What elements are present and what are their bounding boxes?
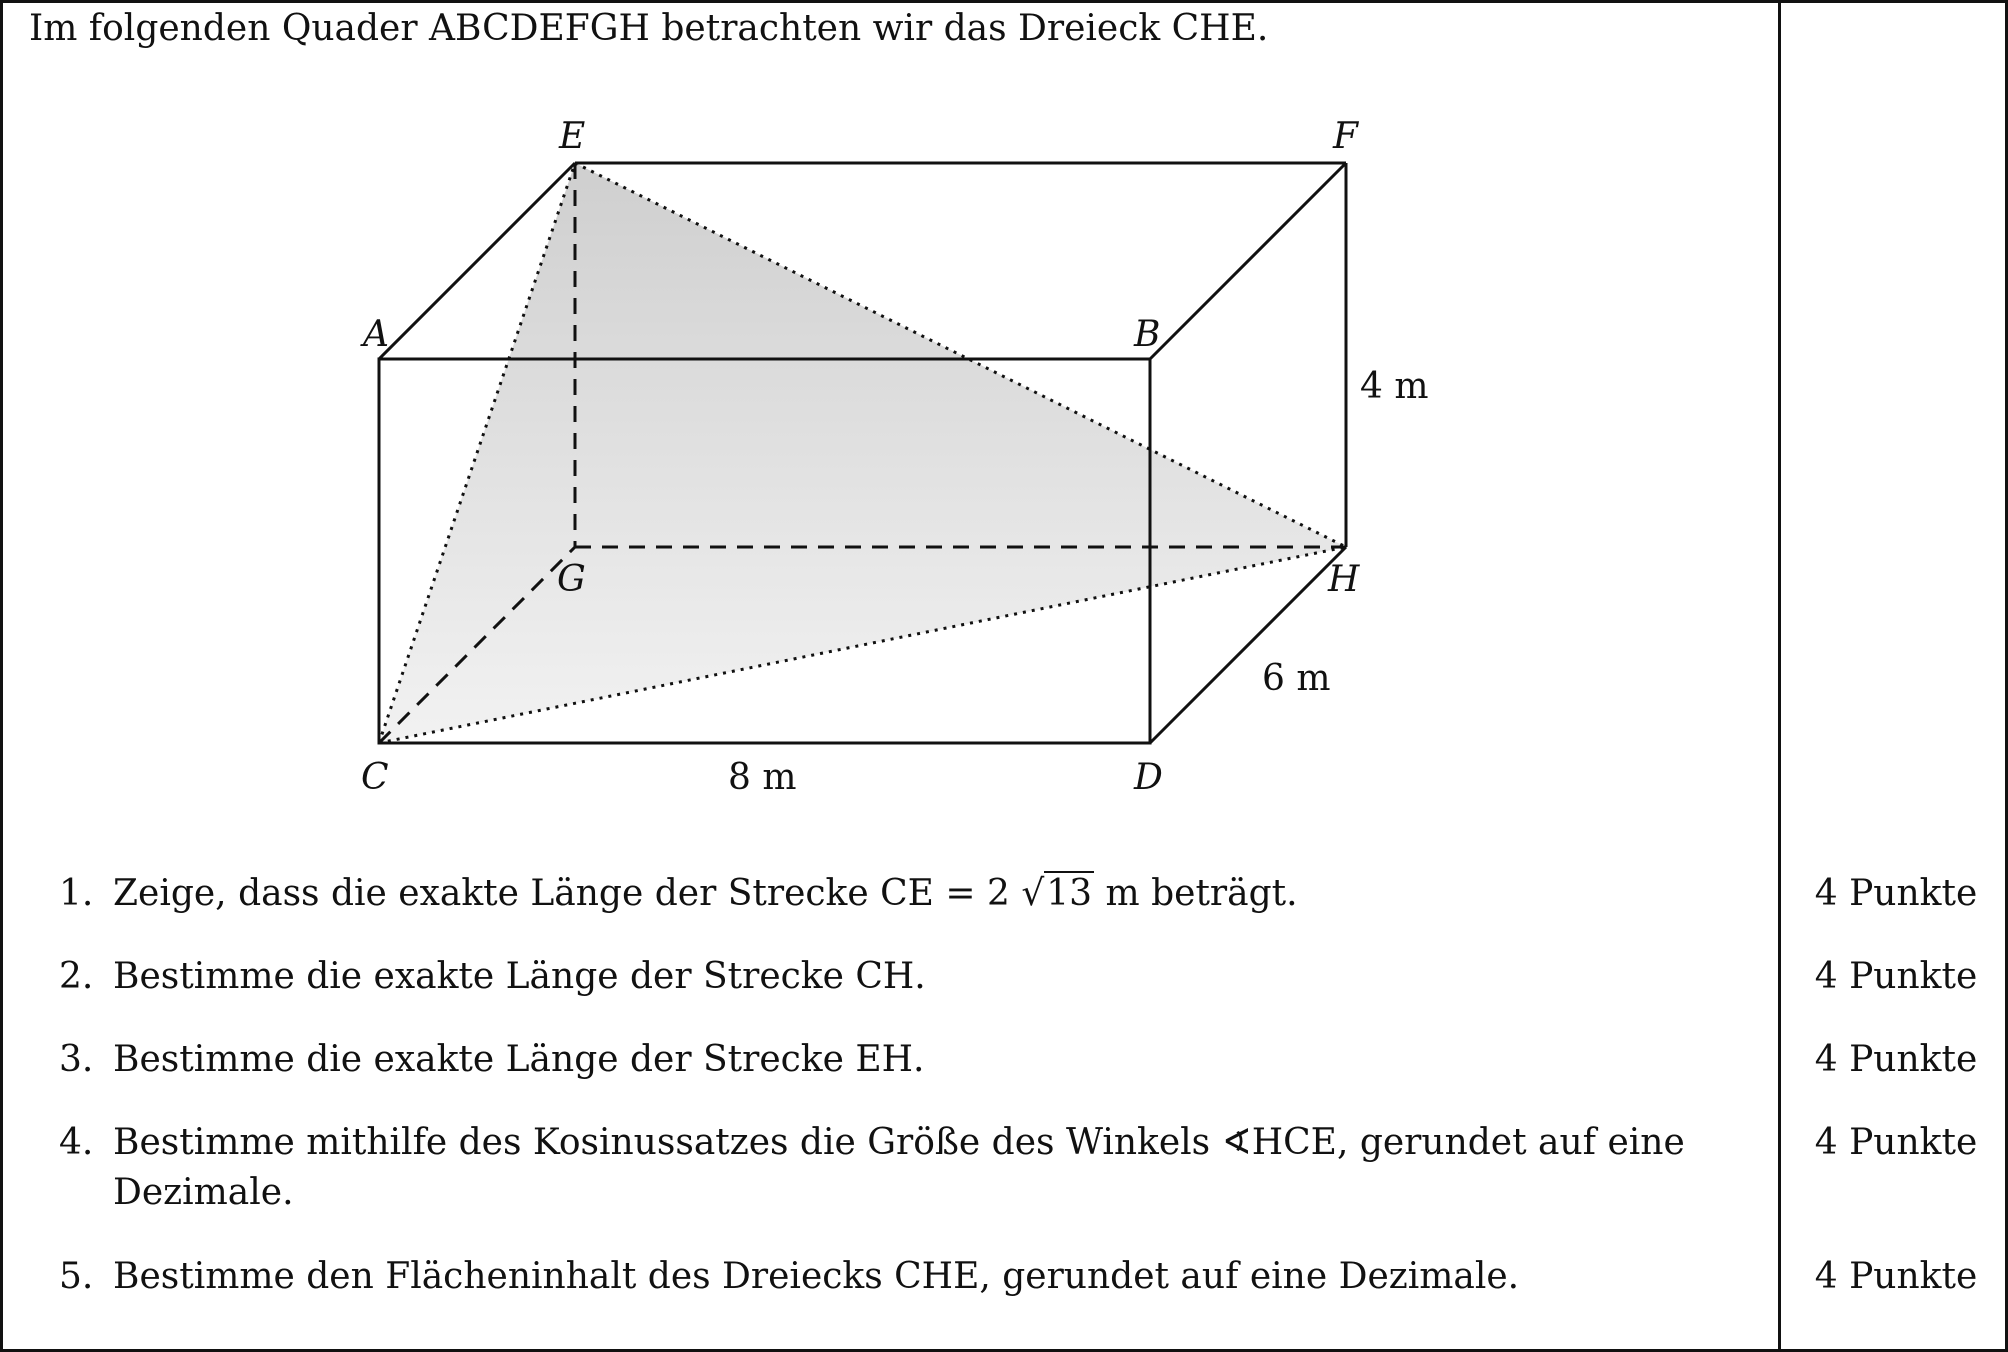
vertex-label-c: C (361, 757, 389, 798)
measure-length: 8 m (728, 757, 797, 798)
task-text: Bestimme die exakte Länge der Strecke EH. (113, 1039, 925, 1080)
task-points-2: 4 Punkte (1814, 956, 1978, 997)
vertex-label-f: F (1333, 116, 1358, 157)
vertex-label-h: H (1328, 559, 1360, 600)
task-text: Bestimme den Flächeninhalt des Dreiecks CHE, gerundet auf eine Dezimale. (113, 1256, 1520, 1297)
radicand: 13 (1046, 873, 1093, 914)
task-points-1: 4 Punkte (1814, 873, 1978, 914)
intro-text: Im folgenden Quader ABCDEFGH betrachten wir das Dreieck CHE. (29, 8, 1269, 49)
task-text-part: m beträgt. (1094, 873, 1298, 914)
task-text (113, 869, 1753, 919)
vertex-label-d: D (1134, 757, 1163, 798)
vertex-label-g: G (557, 559, 586, 600)
task-number: 1. (59, 873, 94, 914)
measure-height: 4 m (1360, 366, 1429, 407)
vertex-label-e: E (559, 116, 586, 157)
task-points-3: 4 Punkte (1814, 1039, 1978, 1080)
sqrt-expression (1021, 869, 1094, 919)
task-number: 2. (59, 956, 94, 997)
task-text: Bestimme mithilfe des Kosinussatzes die Größe des Winkels ∢HCE, gerundet auf eine Dezimale. (113, 1122, 1685, 1213)
edge-bf (1150, 163, 1346, 359)
task-text: Bestimme die exakte Länge der Strecke CH. (113, 956, 926, 997)
radical-sign: √ (1021, 873, 1045, 914)
task-number: 3. (59, 1039, 94, 1080)
triangle-che (379, 163, 1346, 743)
task-number: 5. (59, 1256, 94, 1297)
cuboid-figure (3, 103, 1603, 823)
task-number: 4. (59, 1122, 94, 1163)
task-text-part: Zeige, dass die exakte Länge der Strecke CE = 2 (113, 873, 1022, 914)
task-points-4: 4 Punkte (1814, 1122, 1978, 1163)
vertex-label-a: A (363, 314, 389, 355)
task-points-5: 4 Punkte (1814, 1256, 1978, 1297)
measure-depth: 6 m (1262, 658, 1331, 699)
vertex-label-b: B (1134, 314, 1161, 355)
